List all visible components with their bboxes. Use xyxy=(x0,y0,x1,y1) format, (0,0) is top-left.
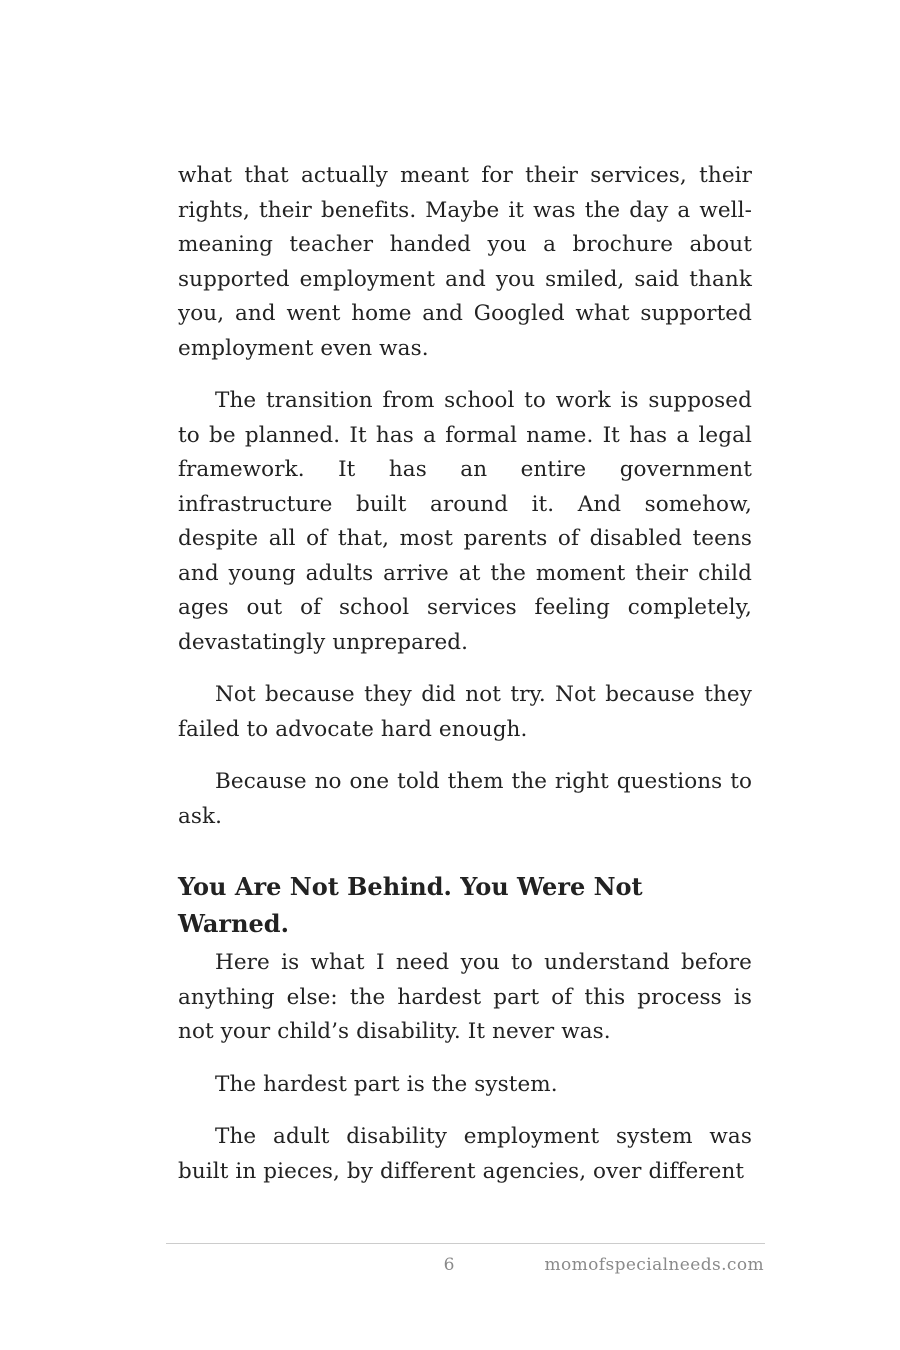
footer-website: momofspecialneeds.com xyxy=(544,1255,764,1275)
body-paragraph: The transition from school to work is supposed to be planned. It has a formal name. It has a legal framework. It has an entire government infrastructure built around it. And somehow, despite all of that, most parents of disabled teens and young adults arrive at the moment their child ages out of school services feeling completely, devastatingly unprepared. xyxy=(178,388,752,655)
footer-divider xyxy=(166,1243,765,1244)
body-paragraph: what that actually meant for their services, their rights, their benefits. Maybe it was the day a well-meaning teacher handed you a brochure about supported employment and you smiled, said thank you, and went home and Googled what supported employment even was. xyxy=(178,163,752,361)
page-body xyxy=(178,159,752,1207)
body-paragraph: The hardest part is the system. xyxy=(215,1071,558,1097)
body-paragraph: The adult disability employment system was built in pieces, by different agencies, over different xyxy=(178,1124,752,1184)
page-number: 6 xyxy=(443,1255,455,1275)
body-paragraph: Not because they did not try. Not because they failed to advocate hard enough. xyxy=(178,682,752,742)
body-paragraph: Because no one told them the right questions to ask. xyxy=(178,769,752,829)
body-paragraph: Here is what I need you to understand before anything else: the hardest part of this process is not your child’s disability. It never was. xyxy=(178,950,752,1044)
section-heading: You Are Not Behind. You Were Not Warned. xyxy=(178,872,643,938)
